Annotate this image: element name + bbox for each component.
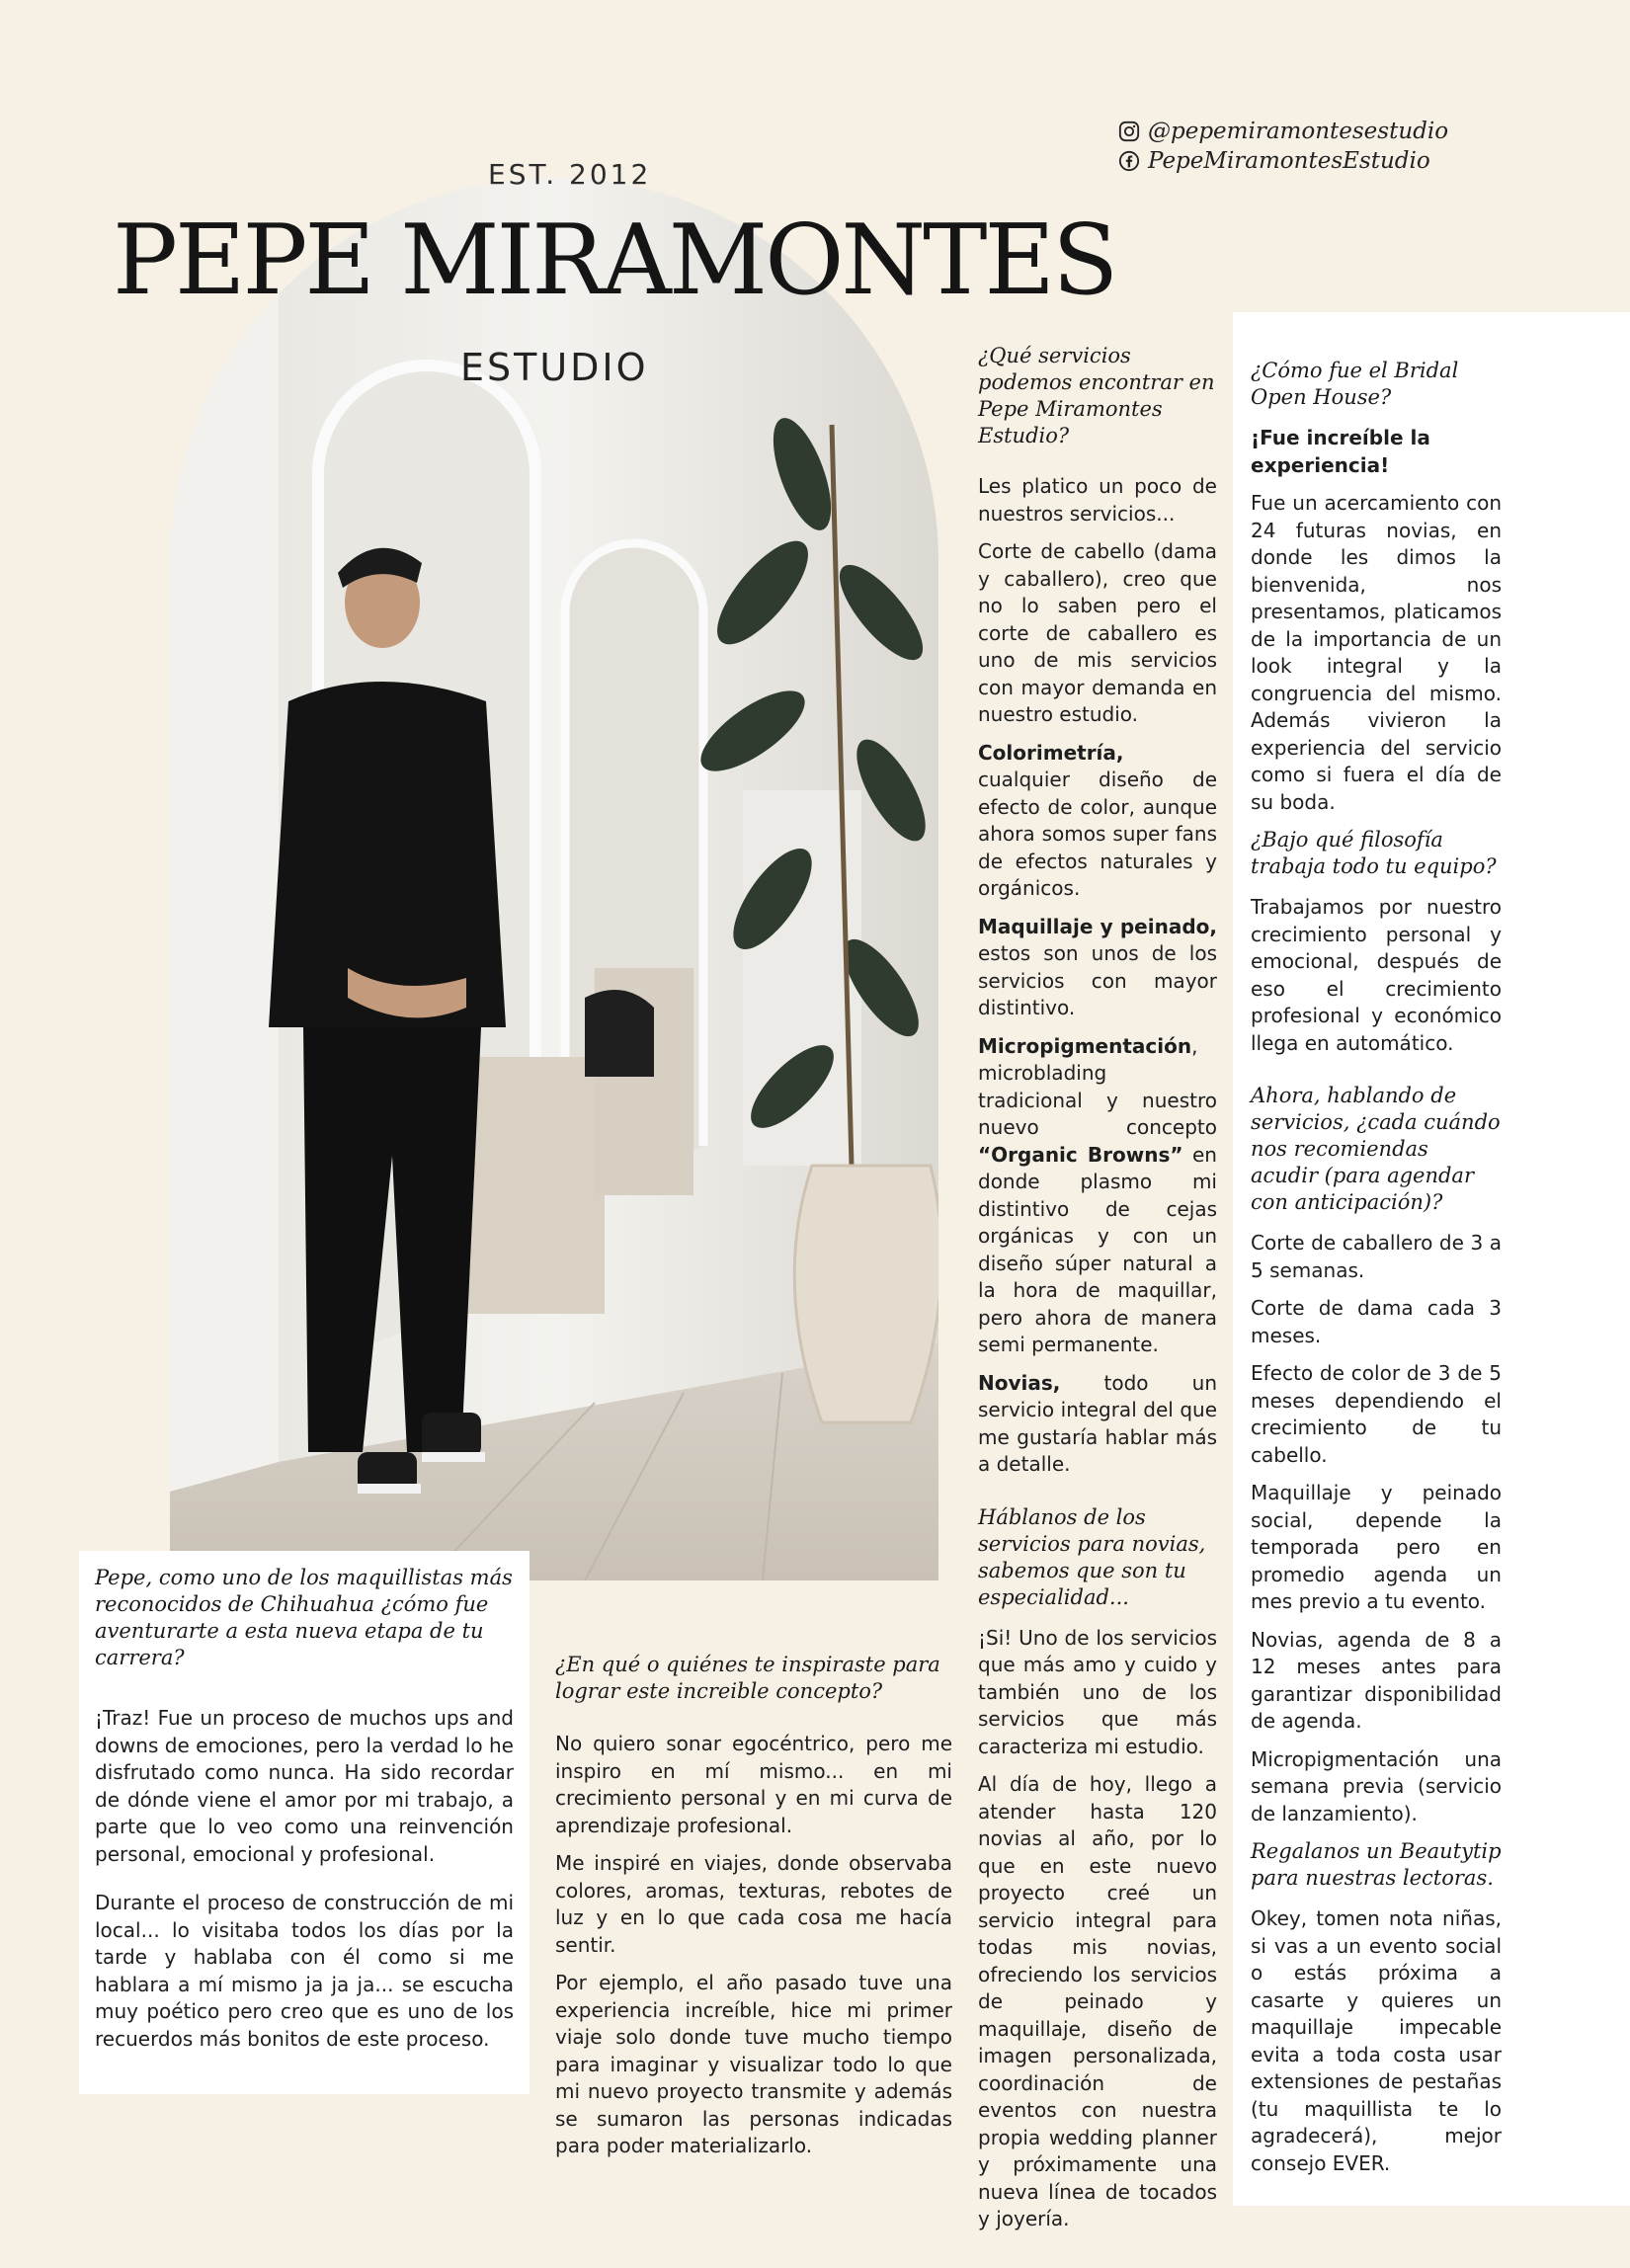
question: Háblanos de los servicios para novias, sabemos que son tu especialidad... [978,1504,1206,1609]
left-interview-box [79,1551,530,2094]
facebook-text: PepeMiramontesEstudio [1148,148,1430,174]
service-name: Colorimetría, [978,740,1124,765]
answer-paragraph: Micropigmentación una semana previa (servicio de lanzamiento). [1251,1746,1502,1825]
service-name: Novias, [978,1370,1061,1395]
service-paragraph [978,1370,1217,1479]
answer-paragraph: Trabajamos por nuestro crecimiento personal y emocional, después de eso el crecimiento profesional y económico llega en automático. [1251,895,1502,1055]
answer-paragraph: Corte de caballero de 3 a 5 semanas. [1251,1231,1502,1282]
service-paragraph [978,1033,1217,1359]
intro-paragraph: Les platico un poco de nuestros servicios... [978,474,1217,526]
question: Pepe, como uno de los maquillistas más reconocidos de Chihuahua ¿cómo fue aventurarte a esta nueva etapa de tu carrera? [95,1566,513,1669]
est-year: EST. 2012 [488,158,652,191]
answer-heading [1251,425,1502,479]
answer-paragraph: Fue un acercamiento con 24 futuras novias, en donde les dimos la bienvenida, nos presentamos, platicamos de la importancia de un look integral y la congruencia del mismo. Además vivieron la experiencia del servicio como si fuera el día de su boda. [1251,491,1502,814]
services-column [978,343,1217,2244]
middle-column [555,1652,952,2171]
question: Regalanos un Beautytip para nuestras lectoras. [1251,1839,1502,1890]
answer-paragraph: Efecto de color de 3 de 5 meses dependiendo el crecimiento de tu cabello. [1251,1361,1502,1467]
service-paragraph: Corte de cabello (dama y caballero), creo que no lo saben pero el corte de caballero es uno de mis servicios con mayor demanda en nuestro estudio. [978,539,1217,726]
question: ¿En qué o quiénes te inspiraste para lograr este increible concepto? [555,1653,940,1703]
instagram-text: @pepemiramontesestudio [1148,119,1449,144]
instagram-icon [1118,121,1140,142]
answer-bold: ¡Fue increíble la experiencia! [1251,426,1430,477]
service-text: , microblading tradicional y nuestro nuevo concepto [978,1033,1217,1139]
question: ¿Bajo qué filosofía trabaja todo tu equipo? [1251,828,1497,878]
service-concept: “Organic Browns” [978,1142,1183,1167]
answer-paragraph: Maquillaje y peinado social, depende la temporada pero en promedio agenda un mes previo a tu evento. [1251,1481,1502,1613]
social-handles [1118,117,1573,176]
service-text: todo un servicio integral del que me gustaría hablar más a detalle. [978,1370,1217,1476]
answer-paragraph: ¡Traz! Fue un proceso de muchos ups and downs de emociones, pero la verdad lo he disfrutado como nunca. Ha sido recordar de dónde viene el amor por mi trabajo, a parte que lo veo como una reinvención personal, emocional y profesional. [95,1706,514,1866]
service-paragraph [978,740,1217,903]
service-paragraph [978,914,1217,1022]
service-text: cualquier diseño de efecto de color, aunque ahora somos super fans de efectos naturales y orgánicos. [978,768,1217,900]
service-text: estos son unos de los servicios con mayor distintivo. [978,941,1217,1019]
facebook-icon [1118,150,1140,172]
question: ¿Qué servicios podemos encontrar en Pepe Miramontes Estudio? [978,344,1215,447]
answer-paragraph: Okey, tomen nota niñas, si vas a un evento social o estás próxima a casarte y quieres un maquillaje impecable evita a toda costa usar extensiones de pestañas (tu maquillista te lo agradecerá), mejor consejo EVER. [1251,1906,1502,2175]
answer-paragraph: Durante el proceso de construcción de mi local... lo visitaba todos los días por la tarde y hablaba con él como si me hablara a mí mismo ja ja ja... se escucha muy poético pero creo que es uno de los recuerdos más bonitos de este proceso. [95,1891,514,2051]
answer-paragraph: Por ejemplo, el año pasado tuve una experiencia increíble, hice mi primer viaje solo donde tuve mucho tiempo para imaginar y visualizar todo lo que mi nuevo proyecto transmite y además se sumaron las personas indicadas para poder materializarlo. [555,1971,952,2157]
brand-title: PEPE MIRAMONTES [113,204,1116,317]
service-name: Maquillaje y peinado, [978,914,1217,938]
answer-paragraph: Me inspiré en viajes, donde observaba colores, aromas, texturas, rebotes de luz y en lo que cada cosa me hacía sentir. [555,1851,952,1957]
answer-paragraph: Corte de dama cada 3 meses. [1251,1296,1502,1347]
answer-paragraph: Al día de hoy, llego a atender hasta 120 novias al año, por lo que en este nuevo proyecto creé un servicio integral para todas mis novias, ofreciendo los servicios de peinado y maquillaje, diseño de imagen personalizada, coordinación de eventos con nuestra propia wedding planner y próximamente una nueva línea de tocados y joyería. [978,1772,1217,2230]
answer-paragraph: ¡Si! Uno de los servicios que más amo y cuido y también uno de los servicios que más caracteriza mi estudio. [978,1625,1217,1758]
question: Ahora, hablando de servicios, ¿cada cuándo nos recomiendas acudir (para agendar con anticipación)? [1251,1084,1501,1214]
question: ¿Cómo fue el Bridal Open House? [1251,359,1459,409]
brand-subtitle: ESTUDIO [460,346,649,389]
service-text: en donde plasmo mi distintivo de cejas orgánicas y con un diseño súper natural a la hora de maquillar, pero ahora de manera semi permanente. [978,1142,1217,1356]
right-interview-panel [1233,312,1630,2206]
answer-paragraph: Novias, agenda de 8 a 12 meses antes para garantizar disponibilidad de agenda. [1251,1627,1502,1733]
answer-paragraph: No quiero sonar egocéntrico, pero me inspiro en mí mismo... en mi crecimiento personal y en mi curva de aprendizaje profesional. [555,1732,952,1837]
facebook-handle[interactable] [1118,146,1573,176]
service-name: Micropigmentación [978,1033,1192,1058]
instagram-handle[interactable] [1118,117,1573,146]
